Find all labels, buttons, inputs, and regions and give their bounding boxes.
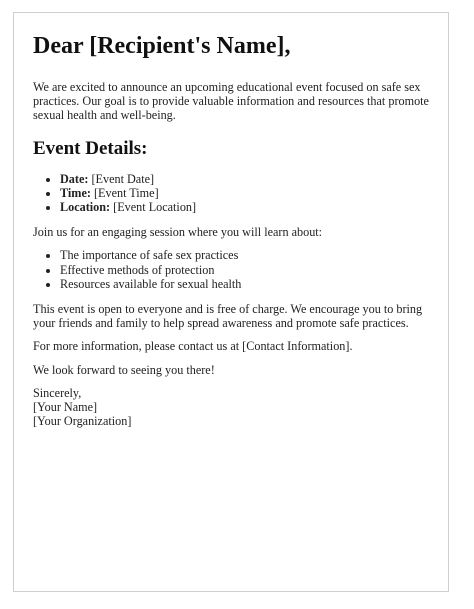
detail-label: Date: [60, 171, 89, 186]
signature-block [33, 386, 429, 429]
detail-label: Location: [60, 200, 111, 215]
topic-item: • Resources available for sexual health [60, 277, 429, 291]
letter-page [13, 12, 449, 592]
topic-item: • Effective methods of protection [60, 263, 429, 277]
intro-paragraph: We are excited to announce an upcoming educational event focused on safe sex practices. Our goal is to provide valuable information and resources that promote sexual health and well-being. [33, 80, 429, 123]
contact-paragraph: For more information, please contact us at [Contact Information]. [33, 339, 353, 354]
detail-item-location [60, 200, 429, 214]
detail-item-time [60, 186, 429, 200]
sender-name: [Your Name] [33, 400, 98, 415]
detail-value: [Event Time] [90, 185, 159, 200]
topics-list [33, 248, 429, 291]
session-intro-paragraph: Join us for an engaging session where you will learn about: [33, 225, 323, 240]
detail-value: [Event Location] [110, 200, 197, 215]
topic-item: • The importance of safe sex practices [60, 248, 429, 262]
detail-label: Time: [60, 185, 91, 200]
sender-organization: [Your Organization] [33, 414, 132, 429]
closing-line: We look forward to seeing you there! [33, 362, 215, 377]
detail-item-date [60, 172, 429, 186]
event-details-list [33, 172, 429, 215]
open-event-paragraph: This event is open to everyone and is free of charge. We encourage you to bring your friends and family to help spread awareness and promote safe practices. [33, 302, 423, 331]
event-details-heading: Event Details: [33, 137, 148, 159]
sign-off: Sincerely, [33, 385, 82, 400]
greeting-heading: Dear [Recipient's Name], [33, 33, 291, 59]
detail-value: [Event Date] [88, 171, 155, 186]
